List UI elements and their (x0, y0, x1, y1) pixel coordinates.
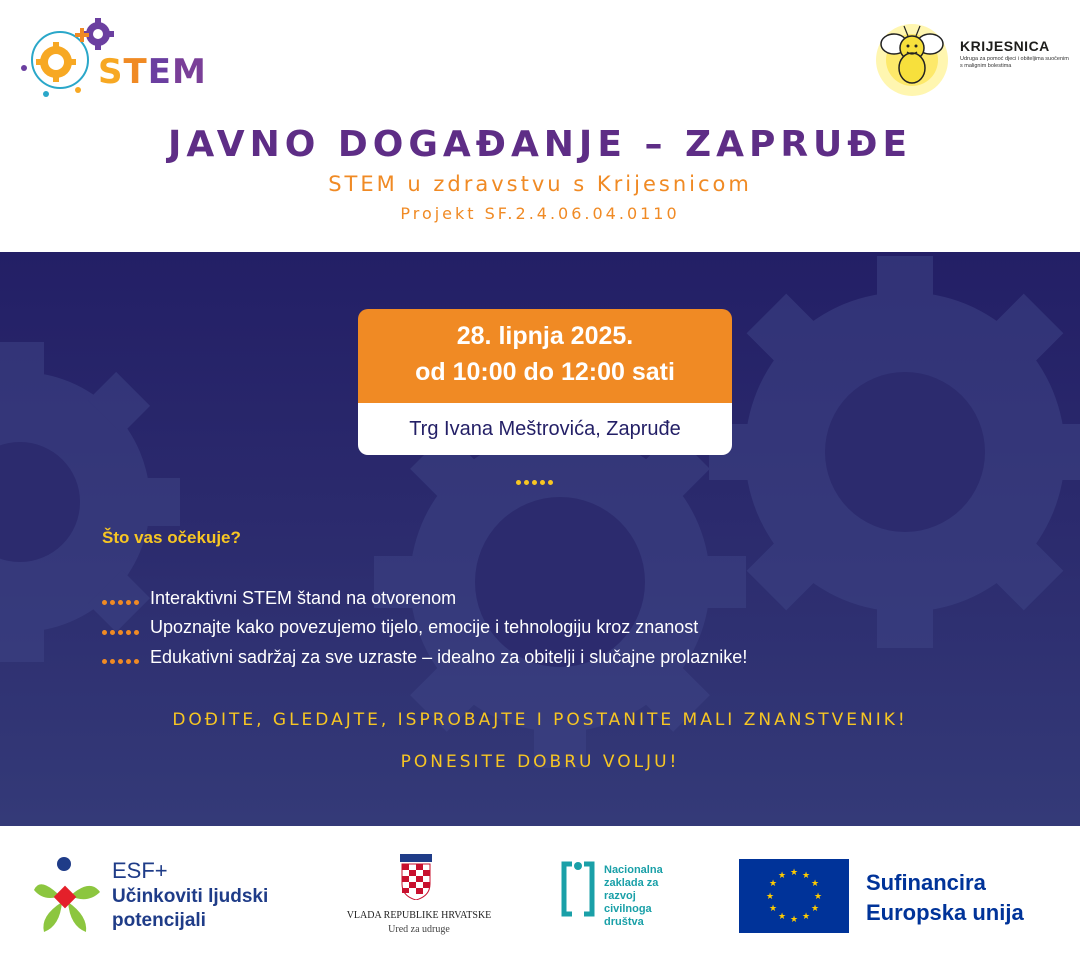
croatian-coat-of-arms-icon (398, 854, 434, 900)
svg-text:★: ★ (768, 879, 778, 889)
vlada-line-2: Ured za udruge (388, 924, 450, 935)
footer (0, 826, 1080, 969)
svg-text:★: ★ (777, 912, 787, 922)
bullet-dots-icon (102, 644, 142, 672)
nacionalna-zaklada-text: Nacionalna zaklada za razvoj civilnoga društva (604, 864, 663, 928)
stem-logo-text: STEM (98, 52, 207, 92)
svg-text:★: ★ (810, 904, 820, 914)
project-code: Projekt SF.2.4.06.04.0110 (400, 204, 680, 223)
expect-list (102, 584, 747, 672)
list-item: Upoznajte kako povezujemo tijelo, emocije i tehnologiju kroz znanost (102, 613, 747, 642)
call-to-action-1: DOĐITE, GLEDAJTE, ISPROBAJTE I POSTANITE MALI ZNANSTVENIK! (172, 710, 908, 730)
page-title: JAVNO DOGAĐANJE – ZAPRUĐE (167, 124, 913, 165)
event-date-box (358, 309, 732, 403)
event-banner (0, 252, 1080, 826)
krijesnica-name: KRIJESNICA (960, 38, 1050, 54)
eu-flag-icon (739, 859, 849, 933)
svg-text:★: ★ (813, 892, 823, 902)
vlada-line-1: VLADA REPUBLIKE HRVATSKE (346, 910, 492, 921)
divider-dots (516, 472, 556, 490)
bullet-dots-icon (102, 615, 142, 643)
svg-text:★: ★ (768, 904, 778, 914)
esf-line-2: potencijali (112, 910, 206, 931)
bracket-icon (560, 858, 596, 920)
svg-text:★: ★ (789, 868, 799, 878)
event-location: Trg Ivana Meštrovića, Zapruđe (358, 403, 732, 455)
eu-line-2: Europska unija (866, 900, 1024, 925)
call-to-action-2: PONESITE DOBRU VOLJU! (400, 752, 680, 772)
bullet-dots-icon (102, 585, 142, 613)
esf-flower-icon (30, 856, 110, 936)
svg-text:★: ★ (801, 871, 811, 881)
event-date: 28. lipnja 2025. (456, 322, 634, 350)
list-item: Interaktivni STEM štand na otvorenom (102, 584, 747, 613)
list-item: Edukativni sadržaj za sve uzraste – idealno za obitelji i slučajne prolaznike! (102, 643, 747, 672)
svg-text:★: ★ (765, 892, 775, 902)
event-time: od 10:00 do 12:00 sati (415, 358, 675, 386)
expect-heading: Što vas očekuje? (102, 528, 241, 547)
page-subtitle: STEM u zdravstvu s Krijesnicom (328, 172, 752, 196)
svg-text:★: ★ (777, 871, 787, 881)
krijesnica-tagline: Udruga za pomoć djeci i obiteljima suočenim s malignim bolestima (960, 56, 1069, 69)
esf-line-1: Učinkoviti ljudski (112, 886, 269, 907)
svg-text:★: ★ (801, 912, 811, 922)
eu-line-1: Sufinancira (866, 870, 986, 895)
svg-text:★: ★ (810, 879, 820, 889)
header (0, 0, 1080, 252)
esf-plus-label: ESF+ (112, 858, 168, 883)
svg-text:★: ★ (789, 915, 799, 925)
